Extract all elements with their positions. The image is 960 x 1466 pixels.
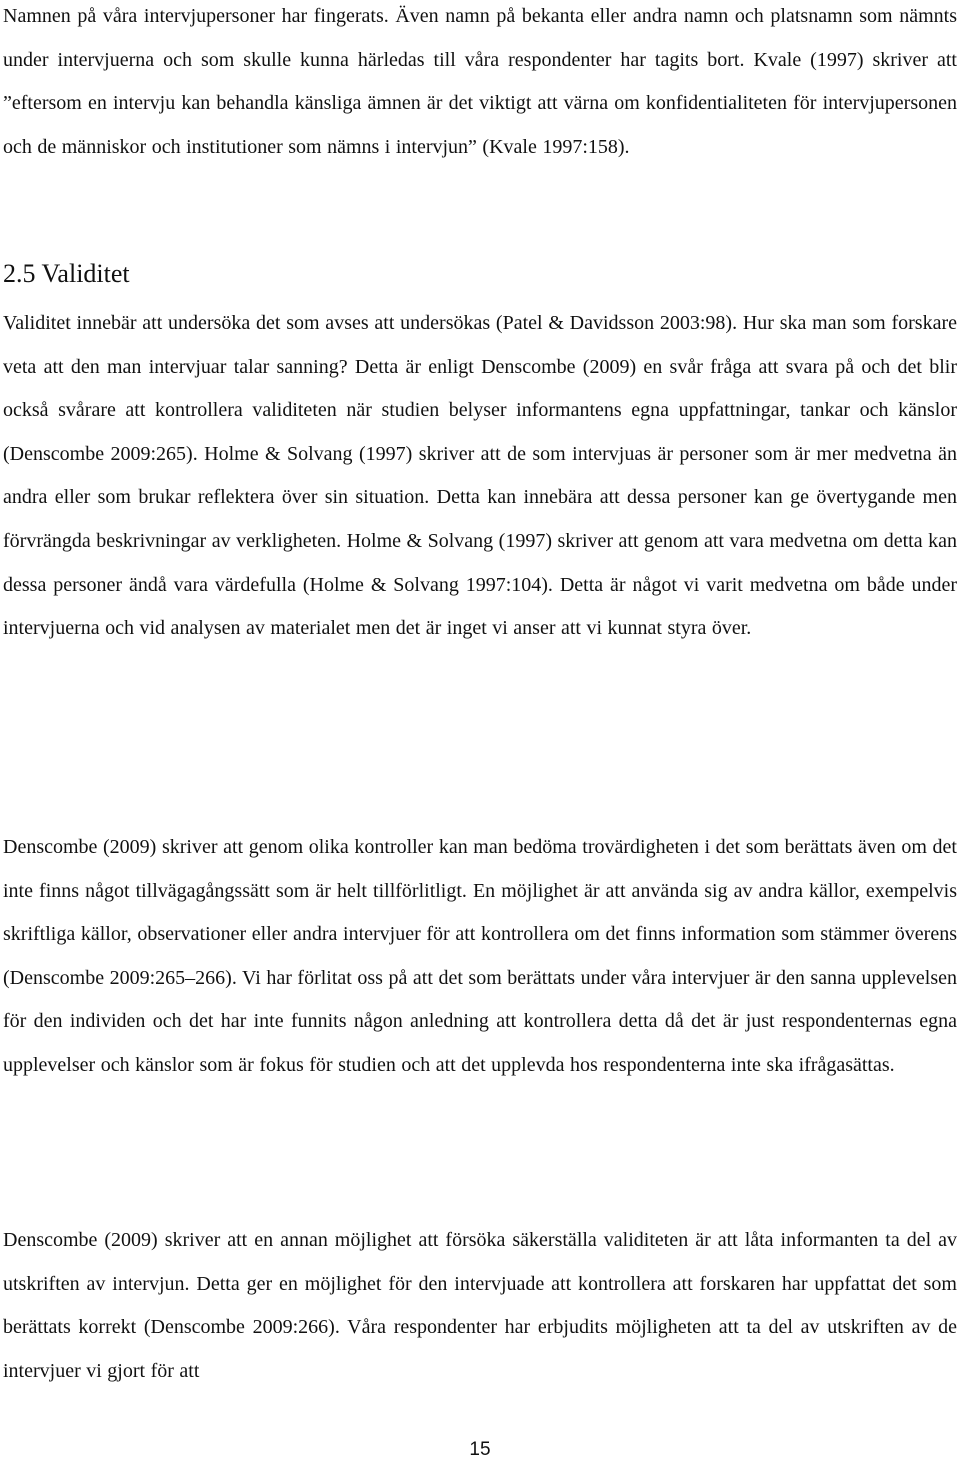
section-heading-validitet: 2.5 Validitet	[3, 259, 130, 288]
paragraph-transcript-review: Denscombe (2009) skriver att en annan möjlighet att försöka säkerställa validiteten är att låta informanten ta del av utskriften av intervjun. Detta ger en möjlighet för den intervjuade att kontrollera att forskaren har uppfattat det som berättats korrekt (Denscombe 2009:266). Våra respondenter har erbjudits möjligheten att ta del av utskriften av de intervjuer vi gjort för att	[3, 1229, 957, 1382]
paragraph-validity-definition: Validitet innebär att undersöka det som avses att undersökas (Patel & Davidsson 2003:98). Hur ska man som forskare veta att den man intervjuar talar sanning? Detta är enligt Denscombe (2009) en svår fråga att svara på och det blir också svårare att kontrollera validiteten när studien belyser informantens egna uppfattningar, tankar och känslor (Denscombe 2009:265). Holme & Solvang (1997) skriver att de som intervjuas är personer som är mer medvetna än andra eller som brukar reflektera över sin situation. Detta kan innebära att dessa personer kan ge övertygande men förvrängda beskrivningar av verkligheten. Holme & Solvang (1997) skriver att genom att vara medvetna om detta kan dessa personer ändå vara värdefulla (Holme & Solvang 1997:104). Detta är något vi varit medvetna om både under intervjuerna och vid analysen av materialet men det är inget vi anser att vi kunnat styra över.	[3, 312, 957, 640]
paragraph-credibility-controls: Denscombe (2009) skriver att genom olika kontroller kan man bedöma trovärdigheten i det som berättats även om det inte finns något tillvägagångssätt som är helt tillförlitligt. En möjlighet är att använda sig av andra källor, exempelvis skriftliga källor, observationer eller andra intervjuer för att kontrollera om det finns information som stämmer överens (Denscombe 2009:265–266). Vi har förlitat oss på att det som berättats under våra intervjuer är den sanna upplevelsen för den individen och det har inte funnits någon anledning att kontrollera detta då det är just respondenternas egna upplevelser och känslor som är fokus för studien och att det upplevda hos respondenterna inte ska ifrågasättas.	[3, 836, 957, 1076]
page-number: 15	[469, 1439, 491, 1460]
paragraph-confidentiality: Namnen på våra intervjupersoner har fingerats. Även namn på bekanta eller andra namn och platsnamn som nämnts under intervjuerna och som skulle kunna härledas till våra respondenter har tagits bort. Kvale (1997) skriver att ”eftersom en intervju kan behandla känsliga ämnen är det viktigt att värna om konfidentialiteten för intervjupersonen och de människor och institutioner som nämns i intervjun” (Kvale 1997:158).	[3, 5, 957, 158]
